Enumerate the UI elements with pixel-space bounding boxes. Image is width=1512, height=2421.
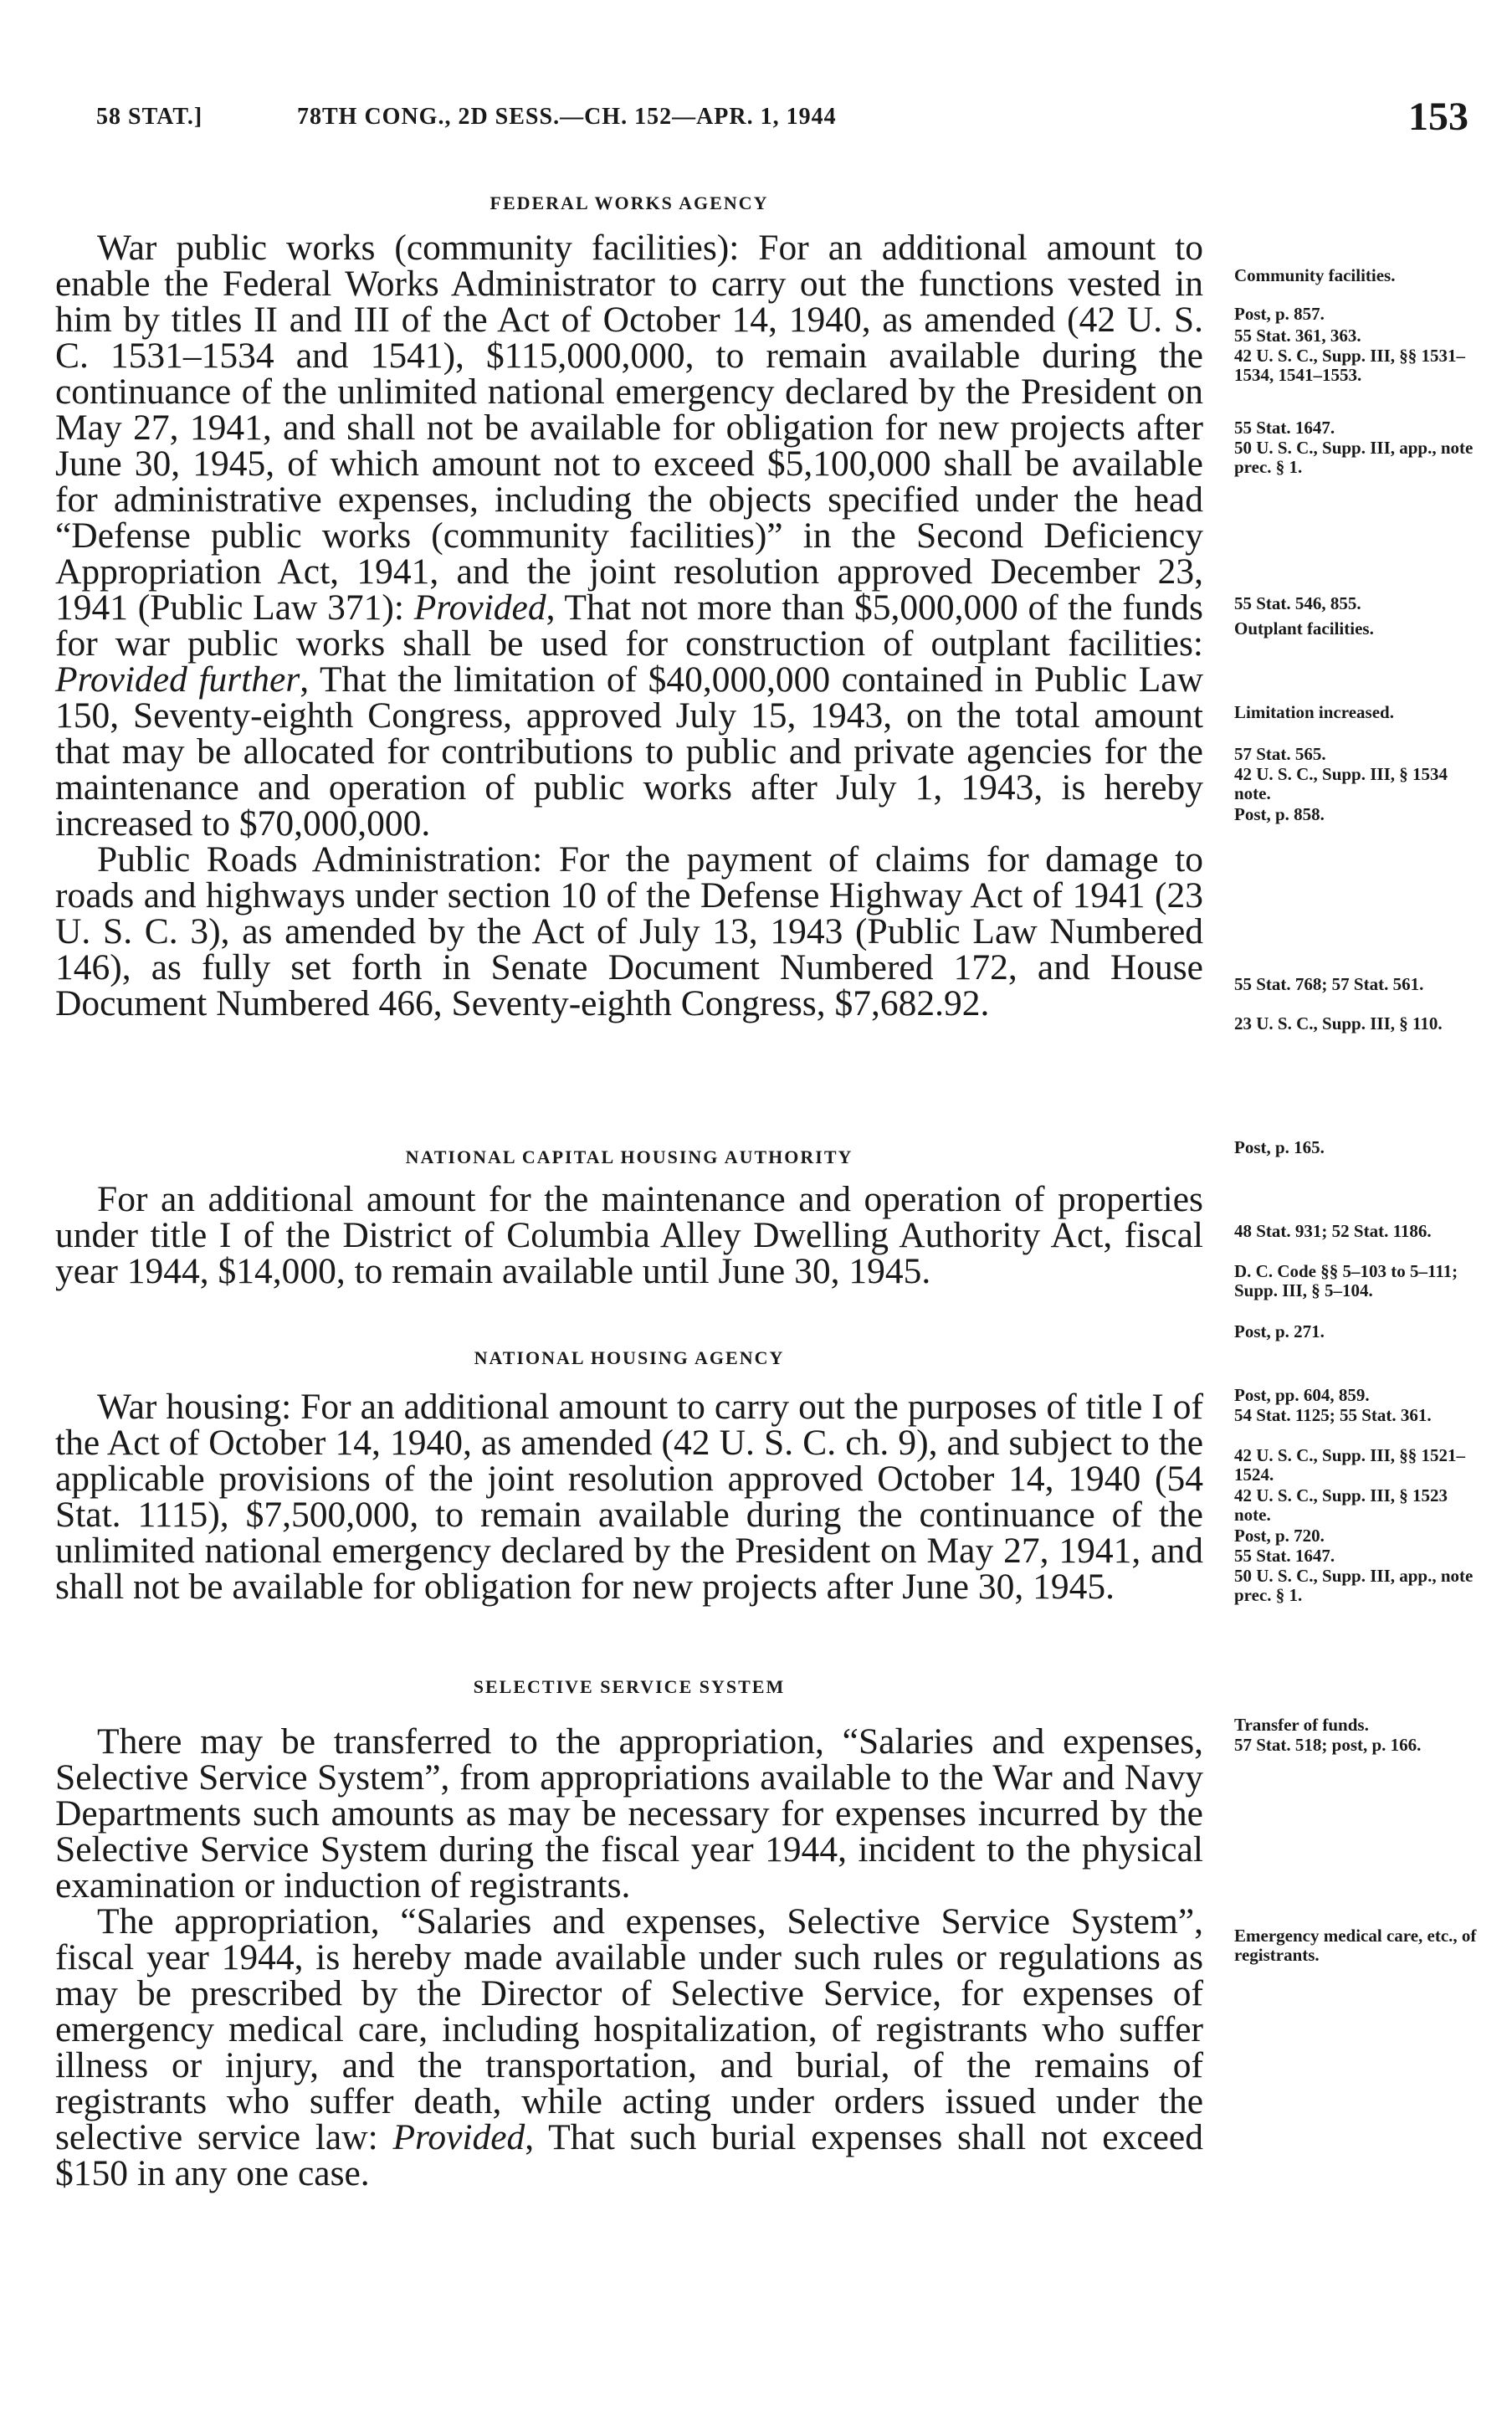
federal-works-body [55,230,1203,1022]
statute-reference: 58 STAT.] [96,104,203,130]
margin-note: 55 Stat. 546, 855. [1234,593,1361,613]
margin-note: 50 U. S. C., Supp. III, app., note prec. § 1. [1234,438,1474,477]
paragraph-war-housing: War housing: For an additional amount to carry out the purposes of title I of the Act of October 14, 1940, as amended (42 U. S. C. ch. 9), and subject to the applicable provisions of the joint resolution approved October 14, 1940 (54 Stat. 1115), $7,500,000, to remain available during the continuance of the unlimited national emergency declared by the President on May 27, 1941, and shall not be available for obligation for new projects after June 30, 1945. [55,1387,1203,1607]
section-title-housing-agency: NATIONAL HOUSING AGENCY [474,1347,785,1368]
margin-note: Post, p. 720. [1234,1526,1325,1546]
margin-note: 54 Stat. 1125; 55 Stat. 361. [1234,1405,1432,1425]
margin-note: Post, pp. 604, 859. [1234,1385,1370,1405]
margin-note: Post, p. 858. [1234,804,1325,824]
capital-housing-body [55,1179,1203,1291]
margin-note: Post, p. 271. [1234,1321,1325,1341]
margin-note: 23 U. S. C., Supp. III, § 110. [1234,1013,1443,1034]
margin-note: Emergency medical care, etc., of registrants. [1234,1926,1477,1965]
margin-note: Post, p. 165. [1234,1137,1325,1157]
margin-note: Outplant facilities. [1234,618,1374,639]
margin-note: 42 U. S. C., Supp. III, §§ 1521–1524. [1234,1445,1465,1485]
paragraph-war-public-works: War public works (community facilities): For an additional amount to enable the Federal Works Administrator to carry out the functions vested in him by titles II and III of the Act of October 14, 1940, as amended (42 U. S. C. 1531–1534 and 1541), $115,000,000, to remain available during the continuance of the unlimited national emergency declared by the President on May 27, 1941, and shall not be available for obligation for new projects after June 30, 1945, of which amount not to exceed $5,100,000 shall be available for administrative expenses, including the objects specified under the head “Defense public works (community facilities)” in the Second Deficiency Appropriation Act, 1941, and the joint resolution approved December 23, 1941 (Public Law 371): Provided, That not more than $5,000,000 of the funds for war public works shall be used for construction of outplant facilities: Provided further, That the limitation of $40,000,000 contained in Public Law 150, Seventy-eighth Congress, approved July 15, 1943, on the total amount that may be allocated for contributions to public and private agencies for the maintenance and operation of public works after July 1, 1943, is hereby increased to $70,000,000. [55,228,1203,844]
paragraph-transfer-of-funds: There may be transferred to the appropriation, “Salaries and expenses, Selective Service System”, from appropriations available to the War and Navy Departments such amounts as may be necessary for expenses incurred by the Selective Service System during the fiscal year 1944, incident to the physical examination or induction of registrants. [55,1721,1203,1906]
margin-note: 42 U. S. C., Supp. III, § 1523 note. [1234,1485,1448,1525]
paragraph-alley-dwelling: For an additional amount for the maintenance and operation of properties under title I of the District of Columbia Alley Dwelling Authority Act, fiscal year 1944, $14,000, to remain available until June 30, 1945. [55,1179,1203,1291]
margin-note: 57 Stat. 565. [1234,744,1326,764]
margin-note: 57 Stat. 518; post, p. 166. [1234,1735,1422,1755]
section-title-selective-service: SELECTIVE SERVICE SYSTEM [473,1676,786,1697]
margin-note: D. C. Code §§ 5–103 to 5–111; Supp. III, § 5–104. [1234,1261,1458,1300]
paragraph-public-roads: Public Roads Administration: For the payment of claims for damage to roads and highways under section 10 of the Defense Highway Act of 1941 (23 U. S. C. 3), as amended by the Act of July 13, 1943 (Public Law Numbered 146), as fully set forth in Senate Document Numbered 172, and House Document Numbered 466, Seventy-eighth Congress, $7,682.92. [55,839,1203,1023]
margin-note: 48 Stat. 931; 52 Stat. 1186. [1234,1221,1432,1241]
page-number: 153 [1408,95,1468,139]
margin-note: Transfer of funds. [1234,1715,1369,1735]
margin-note: 42 U. S. C., Supp. III, §§ 1531–1534, 1541–1553. [1234,346,1465,385]
section-title-capital-housing: NATIONAL CAPITAL HOUSING AUTHORITY [405,1146,853,1167]
page-header [96,95,1468,151]
margin-note: 55 Stat. 361, 363. [1234,326,1361,346]
margin-note: 55 Stat. 768; 57 Stat. 561. [1234,974,1424,994]
margin-note: 55 Stat. 1647. [1234,1546,1335,1566]
selective-service-body [55,1721,1203,2193]
margin-note: Post, p. 857. [1234,304,1325,324]
margin-note: 55 Stat. 1647. [1234,418,1335,438]
margin-note: Limitation increased. [1234,702,1394,722]
housing-agency-body [55,1389,1203,1605]
margin-note: 50 U. S. C., Supp. III, app., note prec. § 1. [1234,1566,1474,1605]
paragraph-emergency-medical: The appropriation, “Salaries and expenses, Selective Service System”, fiscal year 1944, is hereby made available under such rules or regulations as may be prescribed by the Director of Selective Service, for expenses of emergency medical care, including hospitalization, of registrants who suffer illness or injury, and the transportation, and burial, of the remains of registrants who suffer death, while acting under orders issued under the selective service law: Provided, That such burial expenses shall not exceed $150 in any one case. [55,1901,1203,2193]
section-title-federal-works: FEDERAL WORKS AGENCY [489,192,769,213]
session-chapter-date: 78TH CONG., 2D SESS.—CH. 152—APR. 1, 1944 [297,104,837,130]
margin-note: 42 U. S. C., Supp. III, § 1534 note. [1234,764,1448,803]
margin-note: Community facilities. [1234,265,1396,285]
